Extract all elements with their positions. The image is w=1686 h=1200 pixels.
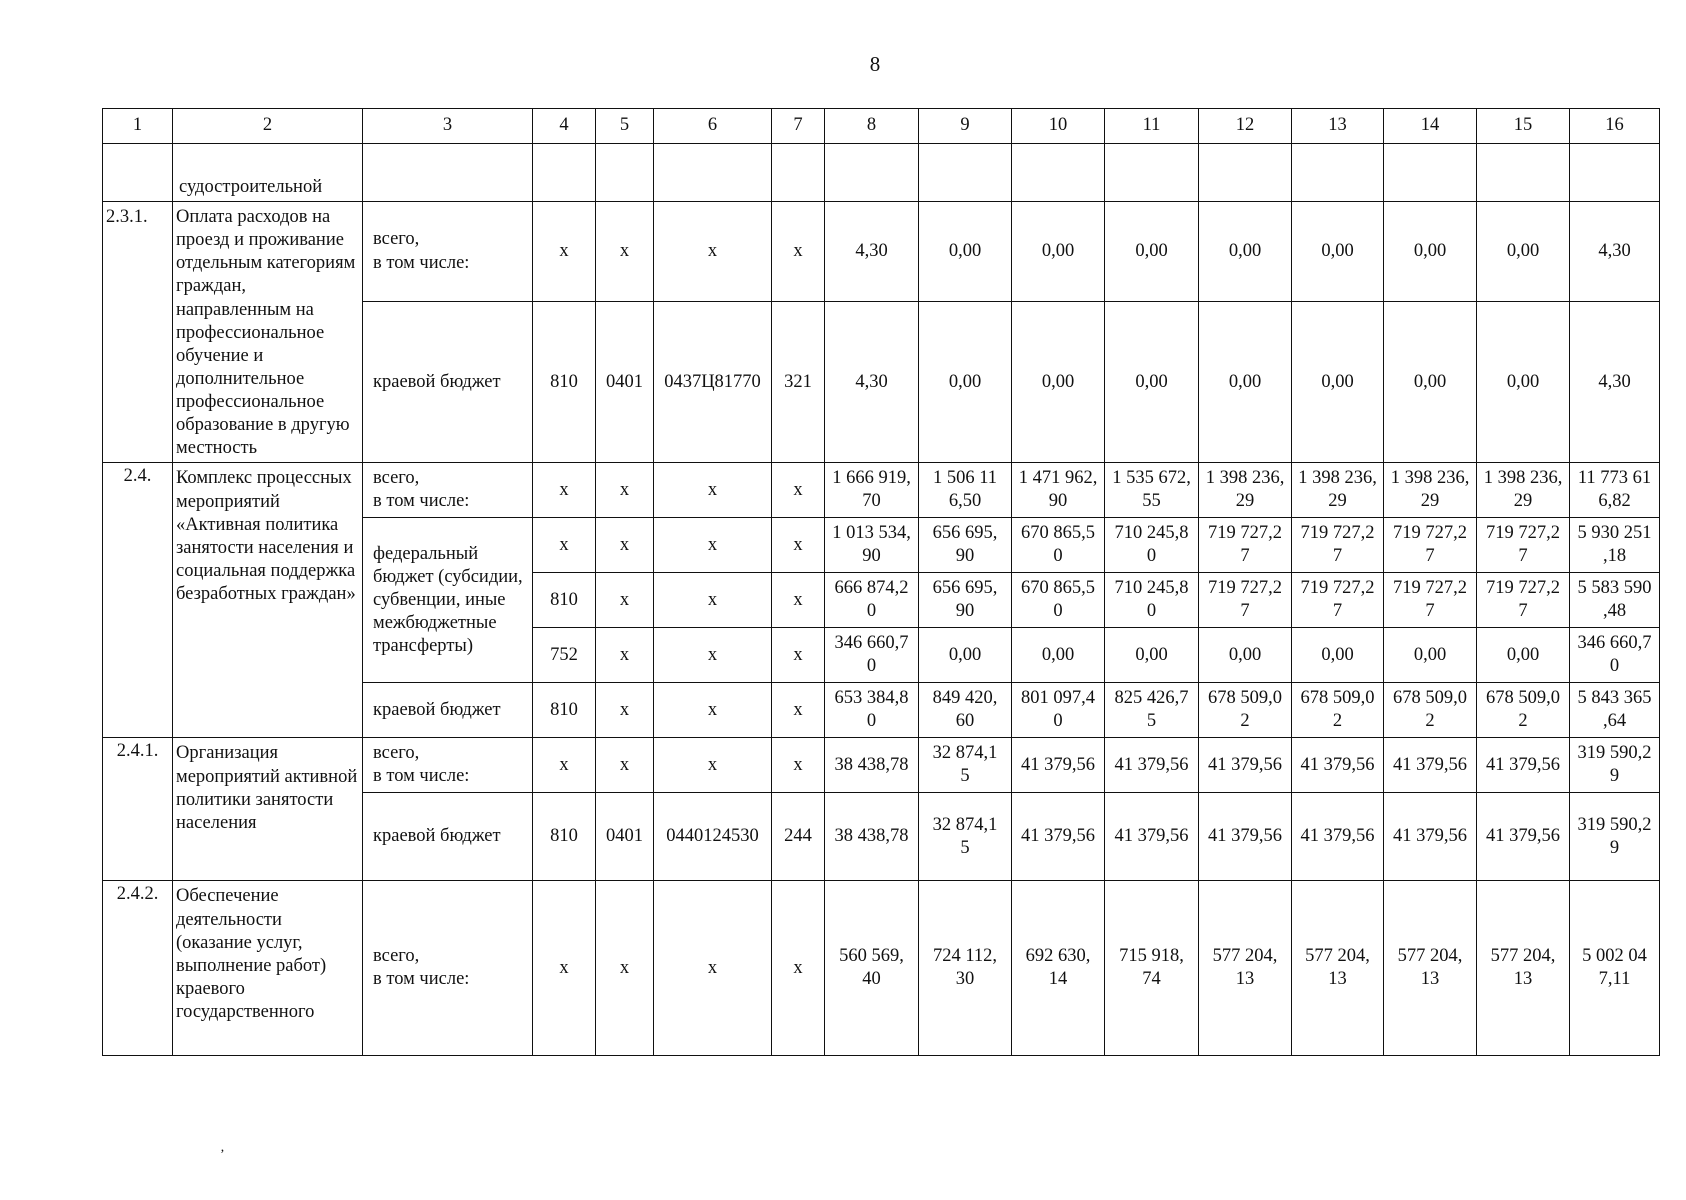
code-cell: 0401	[596, 302, 654, 463]
amount-cell: 5 583 590 ,48	[1570, 573, 1660, 628]
amount-cell: 1 013 534, 90	[825, 518, 919, 573]
amount-cell: 670 865,5 0	[1012, 573, 1105, 628]
code-cell: 321	[772, 302, 825, 463]
amount-cell: 319 590,2 9	[1570, 793, 1660, 881]
code-cell: х	[533, 881, 596, 1056]
column-header: 12	[1199, 109, 1292, 144]
code-cell: х	[533, 518, 596, 573]
amount-cell: 1 398 236, 29	[1384, 463, 1477, 518]
amount-cell: 1 471 962, 90	[1012, 463, 1105, 518]
amount-cell: 41 379,56	[1292, 738, 1384, 793]
code-cell: х	[654, 202, 772, 302]
empty-cell	[825, 144, 919, 202]
item-name-cell: Комплекс процессных мероприятий «Активная политика занятости населения и социальная поддержка безработных граждан»	[173, 463, 363, 738]
item-name-cell: Организация мероприятий активной политики занятости населения	[173, 738, 363, 881]
amount-cell: 710 245,8 0	[1105, 573, 1199, 628]
code-cell: 810	[533, 683, 596, 738]
amount-cell: 0,00	[1012, 202, 1105, 302]
empty-cell	[533, 144, 596, 202]
item-name-cell: судостроительной	[173, 144, 363, 202]
code-cell: 0440124530	[654, 793, 772, 881]
code-cell: х	[772, 628, 825, 683]
budget-table	[102, 108, 1660, 1056]
amount-cell: 41 379,56	[1199, 738, 1292, 793]
amount-cell: 4,30	[825, 302, 919, 463]
amount-cell: 719 727,2 7	[1477, 518, 1570, 573]
stray-mark: ‚	[220, 1140, 225, 1155]
amount-cell: 719 727,2 7	[1477, 573, 1570, 628]
amount-cell: 656 695, 90	[919, 518, 1012, 573]
amount-cell: 0,00	[1292, 302, 1384, 463]
amount-cell: 4,30	[1570, 202, 1660, 302]
amount-cell: 666 874,2 0	[825, 573, 919, 628]
code-cell: х	[596, 463, 654, 518]
code-cell: х	[772, 518, 825, 573]
code-cell: х	[654, 683, 772, 738]
funding-source-cell: всего, в том числе:	[363, 463, 533, 518]
empty-cell	[103, 144, 173, 202]
amount-cell: 346 660,7 0	[1570, 628, 1660, 683]
amount-cell: 41 379,56	[1477, 738, 1570, 793]
empty-cell	[919, 144, 1012, 202]
column-header: 13	[1292, 109, 1384, 144]
amount-cell: 0,00	[1105, 202, 1199, 302]
amount-cell: 0,00	[1012, 628, 1105, 683]
column-header: 9	[919, 109, 1012, 144]
amount-cell: 801 097,4 0	[1012, 683, 1105, 738]
empty-cell	[772, 144, 825, 202]
amount-cell: 41 379,56	[1384, 793, 1477, 881]
empty-cell	[1199, 144, 1292, 202]
code-cell: 0401	[596, 793, 654, 881]
page-number: 8	[869, 52, 881, 76]
amount-cell: 653 384,8 0	[825, 683, 919, 738]
amount-cell: 560 569, 40	[825, 881, 919, 1056]
column-header: 5	[596, 109, 654, 144]
funding-source-cell: всего, в том числе:	[363, 738, 533, 793]
code-cell: 0437Ц81770	[654, 302, 772, 463]
column-header: 7	[772, 109, 825, 144]
amount-cell: 692 630, 14	[1012, 881, 1105, 1056]
amount-cell: 5 930 251 ,18	[1570, 518, 1660, 573]
funding-source-cell: краевой бюджет	[363, 302, 533, 463]
empty-cell	[363, 144, 533, 202]
code-cell: х	[596, 202, 654, 302]
funding-source-cell: всего, в том числе:	[363, 202, 533, 302]
amount-cell: 0,00	[1477, 628, 1570, 683]
amount-cell: 719 727,2 7	[1199, 518, 1292, 573]
amount-cell: 825 426,7 5	[1105, 683, 1199, 738]
column-header: 2	[173, 109, 363, 144]
code-cell: х	[596, 628, 654, 683]
item-number-cell: 2.4.	[103, 463, 173, 738]
amount-cell: 41 379,56	[1105, 738, 1199, 793]
amount-cell: 41 379,56	[1012, 738, 1105, 793]
amount-cell: 0,00	[1384, 628, 1477, 683]
amount-cell: 577 204, 13	[1292, 881, 1384, 1056]
amount-cell: 0,00	[919, 628, 1012, 683]
code-cell: х	[596, 738, 654, 793]
code-cell: х	[654, 573, 772, 628]
amount-cell: 577 204, 13	[1199, 881, 1292, 1056]
code-cell: х	[596, 683, 654, 738]
column-header: 6	[654, 109, 772, 144]
amount-cell: 715 918, 74	[1105, 881, 1199, 1056]
code-cell: х	[772, 881, 825, 1056]
code-cell: х	[772, 573, 825, 628]
code-cell: х	[654, 738, 772, 793]
amount-cell: 719 727,2 7	[1292, 518, 1384, 573]
funding-source-cell: федеральный бюджет (субсидии, субвенции, иные межбюджетные трансферты)	[363, 518, 533, 683]
column-header: 1	[103, 109, 173, 144]
code-cell: х	[533, 202, 596, 302]
amount-cell: 0,00	[1105, 302, 1199, 463]
empty-cell	[1570, 144, 1660, 202]
amount-cell: 670 865,5 0	[1012, 518, 1105, 573]
funding-source-cell: краевой бюджет	[363, 793, 533, 881]
code-cell: 752	[533, 628, 596, 683]
amount-cell: 0,00	[1012, 302, 1105, 463]
amount-cell: 719 727,2 7	[1384, 518, 1477, 573]
empty-cell	[596, 144, 654, 202]
funding-source-cell: всего, в том числе:	[363, 881, 533, 1056]
amount-cell: 656 695, 90	[919, 573, 1012, 628]
amount-cell: 346 660,7 0	[825, 628, 919, 683]
code-cell: 810	[533, 302, 596, 463]
amount-cell: 0,00	[919, 202, 1012, 302]
funding-source-cell: краевой бюджет	[363, 683, 533, 738]
amount-cell: 0,00	[1292, 202, 1384, 302]
continuation-row	[103, 144, 1660, 202]
amount-cell: 38 438,78	[825, 793, 919, 881]
amount-cell: 678 509,0 2	[1292, 683, 1384, 738]
empty-cell	[1384, 144, 1477, 202]
code-cell: х	[654, 463, 772, 518]
amount-cell: 1 666 919, 70	[825, 463, 919, 518]
code-cell: х	[772, 463, 825, 518]
code-cell: 244	[772, 793, 825, 881]
amount-cell: 0,00	[1199, 628, 1292, 683]
table-row-2-4-2-total	[103, 881, 1660, 1056]
amount-cell: 0,00	[1477, 202, 1570, 302]
code-cell: х	[533, 463, 596, 518]
empty-cell	[1012, 144, 1105, 202]
amount-cell: 5 843 365 ,64	[1570, 683, 1660, 738]
item-number-cell: 2.3.1.	[103, 202, 173, 463]
table-row-2-4-1-total	[103, 738, 1660, 793]
column-header: 8	[825, 109, 919, 144]
amount-cell: 1 398 236, 29	[1292, 463, 1384, 518]
column-header: 10	[1012, 109, 1105, 144]
amount-cell: 41 379,56	[1199, 793, 1292, 881]
amount-cell: 1 398 236, 29	[1199, 463, 1292, 518]
amount-cell: 38 438,78	[825, 738, 919, 793]
amount-cell: 1 398 236, 29	[1477, 463, 1570, 518]
column-header: 4	[533, 109, 596, 144]
amount-cell: 678 509,0 2	[1384, 683, 1477, 738]
column-header: 3	[363, 109, 533, 144]
amount-cell: 678 509,0 2	[1199, 683, 1292, 738]
amount-cell: 719 727,2 7	[1292, 573, 1384, 628]
code-cell: х	[772, 202, 825, 302]
amount-cell: 11 773 61 6,82	[1570, 463, 1660, 518]
item-number-cell: 2.4.1.	[103, 738, 173, 881]
amount-cell: 577 204, 13	[1477, 881, 1570, 1056]
code-cell: х	[654, 518, 772, 573]
empty-cell	[1105, 144, 1199, 202]
amount-cell: 719 727,2 7	[1384, 573, 1477, 628]
amount-cell: 849 420, 60	[919, 683, 1012, 738]
column-header: 15	[1477, 109, 1570, 144]
amount-cell: 719 727,2 7	[1199, 573, 1292, 628]
amount-cell: 678 509,0 2	[1477, 683, 1570, 738]
amount-cell: 41 379,56	[1105, 793, 1199, 881]
amount-cell: 32 874,1 5	[919, 793, 1012, 881]
amount-cell: 0,00	[1199, 202, 1292, 302]
amount-cell: 0,00	[1292, 628, 1384, 683]
code-cell: х	[654, 628, 772, 683]
code-cell: х	[654, 881, 772, 1056]
amount-cell: 0,00	[919, 302, 1012, 463]
amount-cell: 5 002 04 7,11	[1570, 881, 1660, 1056]
empty-cell	[1477, 144, 1570, 202]
amount-cell: 319 590,2 9	[1570, 738, 1660, 793]
amount-cell: 41 379,56	[1477, 793, 1570, 881]
amount-cell: 0,00	[1477, 302, 1570, 463]
amount-cell: 4,30	[1570, 302, 1660, 463]
amount-cell: 0,00	[1199, 302, 1292, 463]
item-name-cell: Оплата расходов на проезд и проживание отдельным категориям граждан, направленным на профессиональное обучение и дополнительное профессиональное образование в другую местность	[173, 202, 363, 463]
amount-cell: 724 112, 30	[919, 881, 1012, 1056]
amount-cell: 4,30	[825, 202, 919, 302]
code-cell: х	[772, 683, 825, 738]
code-cell: х	[596, 518, 654, 573]
amount-cell: 577 204, 13	[1384, 881, 1477, 1056]
table-row-2-3-1-total	[103, 202, 1660, 302]
amount-cell: 41 379,56	[1384, 738, 1477, 793]
empty-cell	[654, 144, 772, 202]
column-header: 14	[1384, 109, 1477, 144]
amount-cell: 710 245,8 0	[1105, 518, 1199, 573]
empty-cell	[1292, 144, 1384, 202]
code-cell: 810	[533, 573, 596, 628]
table-row-2-4-total	[103, 463, 1660, 518]
column-header: 11	[1105, 109, 1199, 144]
amount-cell: 1 535 672, 55	[1105, 463, 1199, 518]
amount-cell: 0,00	[1384, 202, 1477, 302]
item-number-cell: 2.4.2.	[103, 881, 173, 1056]
amount-cell: 0,00	[1384, 302, 1477, 463]
amount-cell: 0,00	[1105, 628, 1199, 683]
code-cell: х	[533, 738, 596, 793]
amount-cell: 41 379,56	[1292, 793, 1384, 881]
code-cell: х	[596, 573, 654, 628]
code-cell: х	[596, 881, 654, 1056]
amount-cell: 1 506 11 6,50	[919, 463, 1012, 518]
column-header: 16	[1570, 109, 1660, 144]
amount-cell: 32 874,1 5	[919, 738, 1012, 793]
item-name-cell: Обеспечение деятельности (оказание услуг, выполнение работ) краевого государственного	[173, 881, 363, 1056]
code-cell: х	[772, 738, 825, 793]
amount-cell: 41 379,56	[1012, 793, 1105, 881]
header-row	[103, 109, 1660, 144]
code-cell: 810	[533, 793, 596, 881]
